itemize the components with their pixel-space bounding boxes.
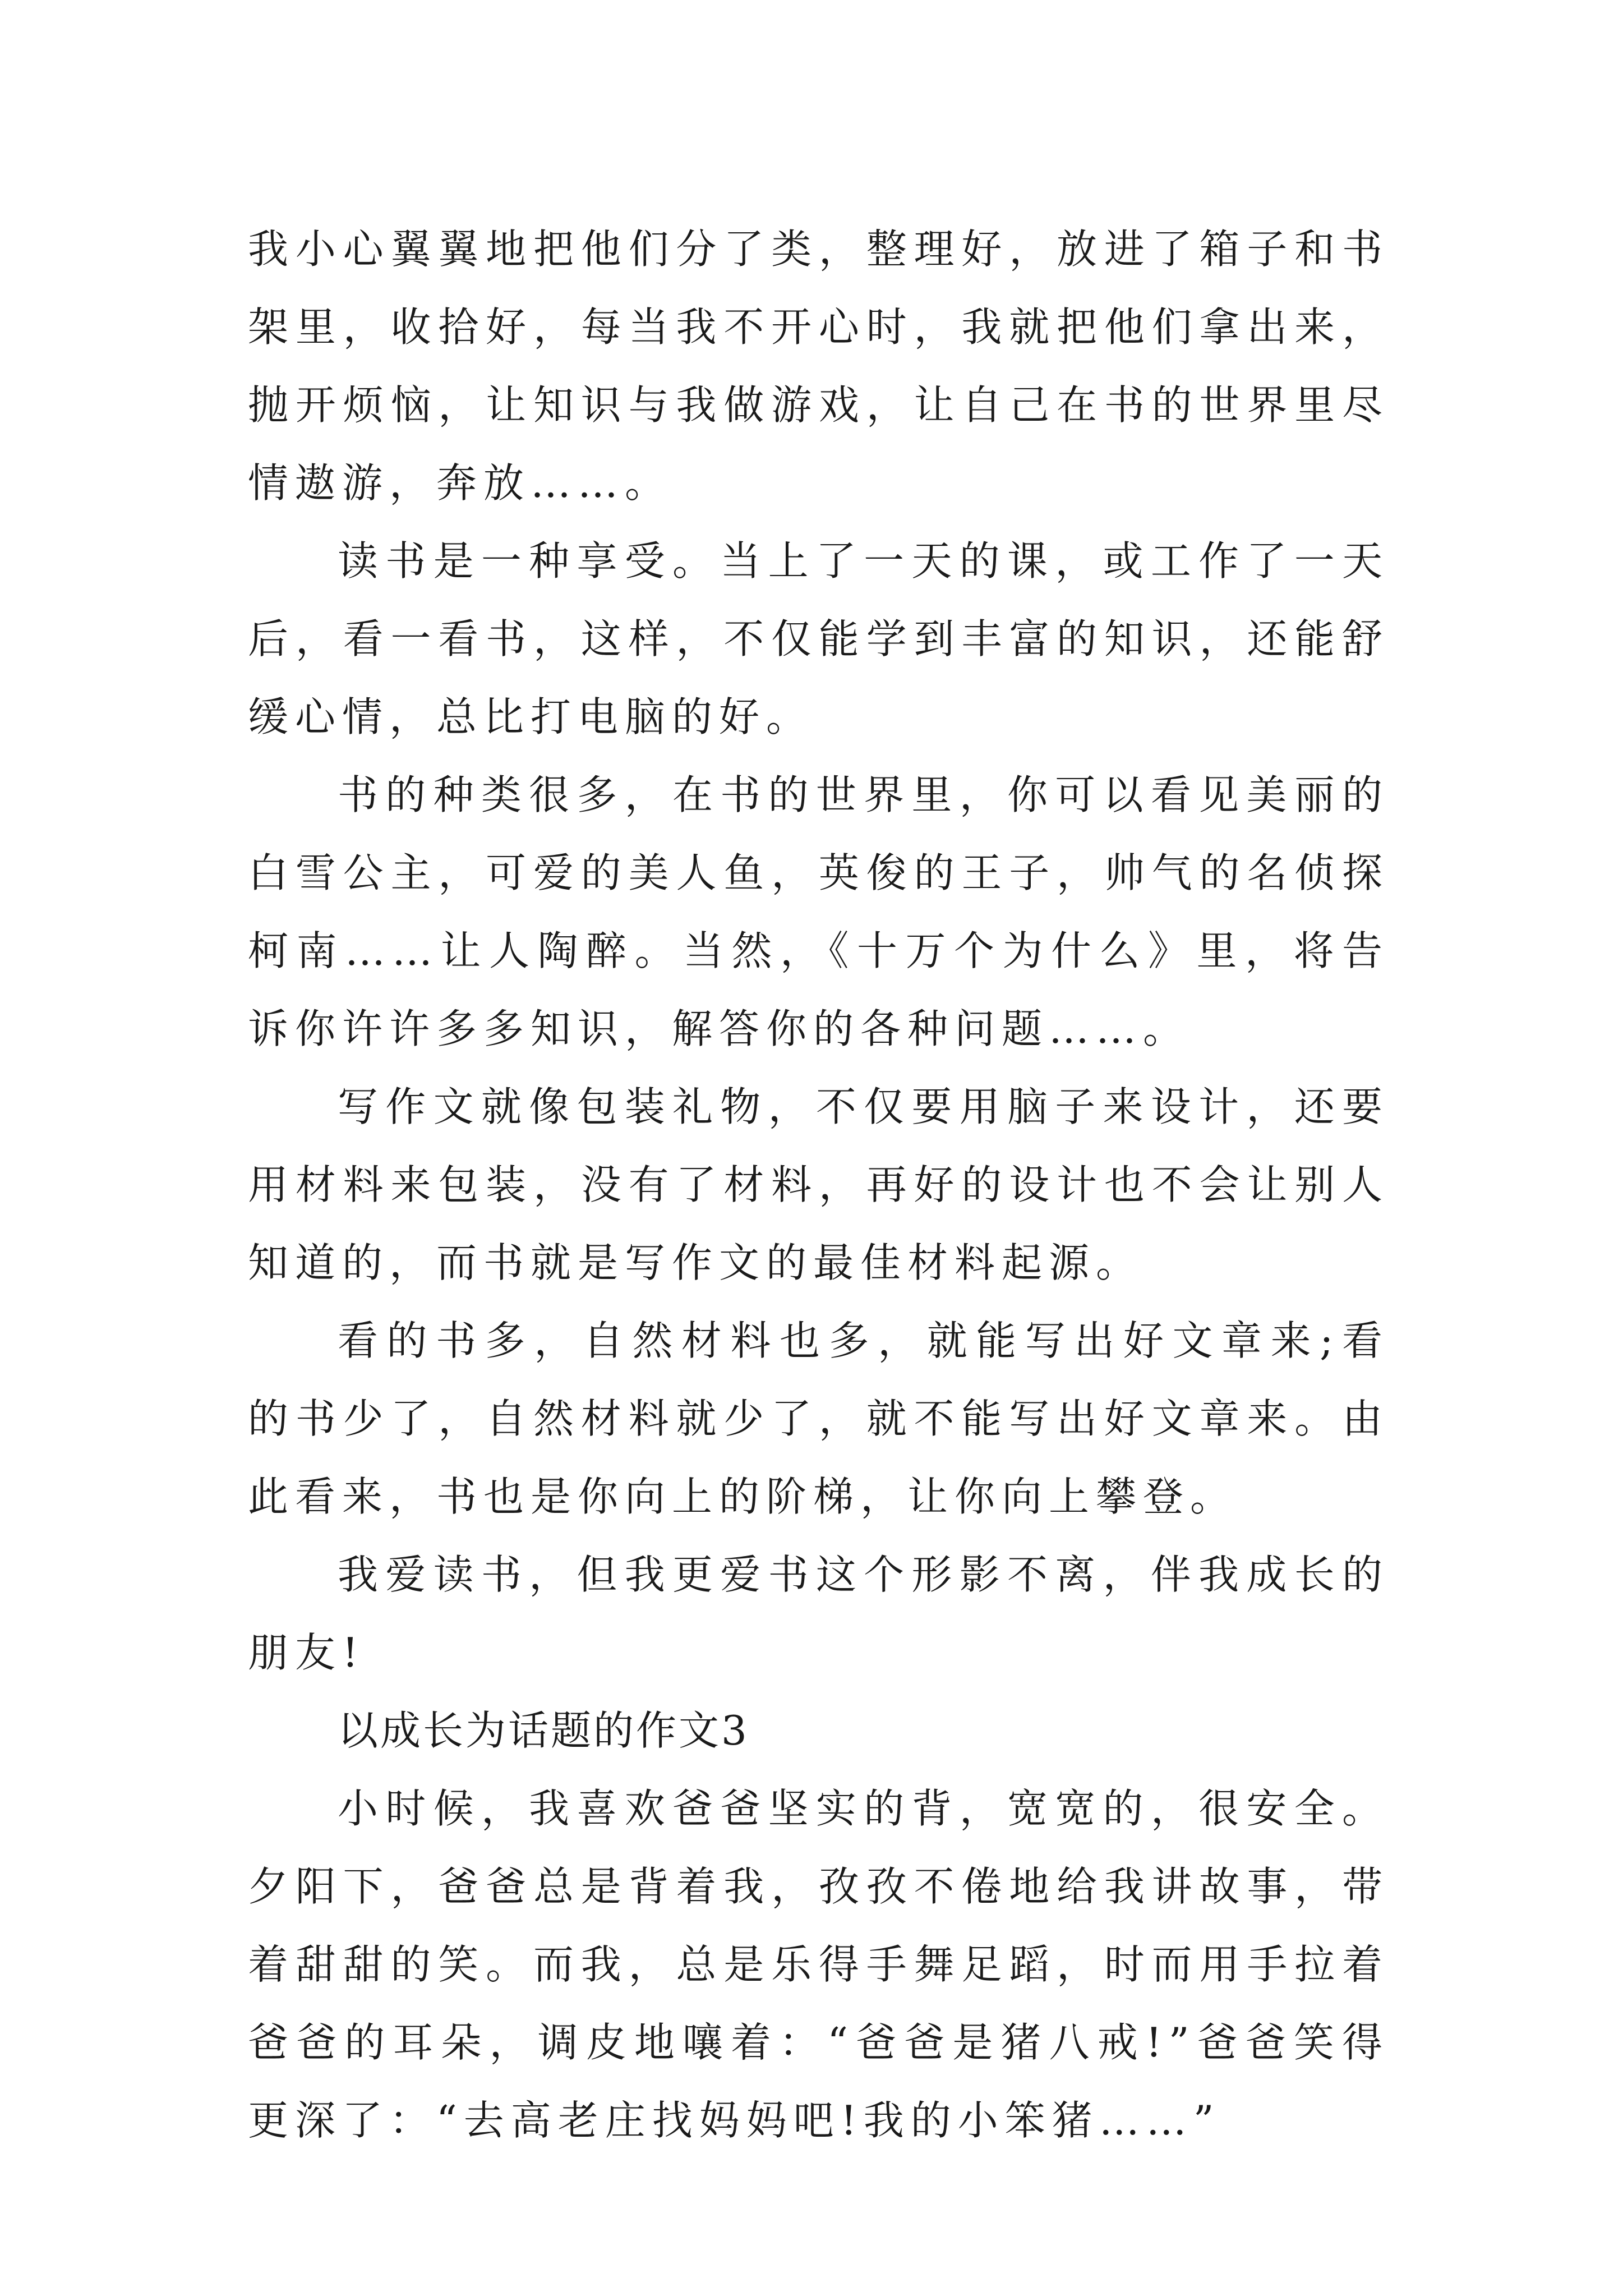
paragraph-6: 我爱读书，但我更爱书这个形影不离，伴我成长的朋友! — [248, 1551, 1389, 1676]
document-body — [248, 210, 1389, 2160]
paragraph-2: 读书是一种享受。当上了一天的课，或工作了一天后，看一看书，这样，不仅能学到丰富的知识，还能舒缓心情，总比打电脑的好。 — [248, 537, 1389, 740]
section-heading: 以成长为话题的作文3 — [338, 1707, 749, 1754]
paragraph-4: 写作文就像包装礼物，不仅要用脑子来设计，还要用材料来包装，没有了材料，再好的设计也不会让别人知道的，而书就是写作文的最佳材料起源。 — [248, 1083, 1389, 1286]
paragraph-1: 我小心翼翼地把他们分了类，整理好，放进了箱子和书架里，收拾好，每当我不开心时，我就把他们拿出来，抛开烦恼，让知识与我做游戏，让自己在书的世界里尽情遨游，奔放……。 — [248, 226, 1389, 507]
paragraph-7: 小时候，我喜欢爸爸坚实的背，宽宽的，很安全。夕阳下，爸爸总是背着我，孜孜不倦地给我讲故事，带着甜甜的笑。而我，总是乐得手舞足蹈，时而用手拉着爸爸的耳朵，调皮地嚷着：“爸爸是猪八戒!”爸爸笑得更深了：“去高老庄找妈妈吧!我的小笨猪……” — [248, 1785, 1389, 2144]
paragraph-5: 看的书多，自然材料也多，就能写出好文章来;看的书少了，自然材料就少了，就不能写出好文章来。由此看来，书也是你向上的阶梯，让你向上攀登。 — [248, 1317, 1389, 1520]
paragraph-3: 书的种类很多，在书的世界里，你可以看见美丽的白雪公主，可爱的美人鱼，英俊的王子，帅气的名侦探柯南……让人陶醉。当然，《十万个为什么》里，将告诉你许许多多知识，解答你的各种问题……。 — [248, 771, 1389, 1052]
